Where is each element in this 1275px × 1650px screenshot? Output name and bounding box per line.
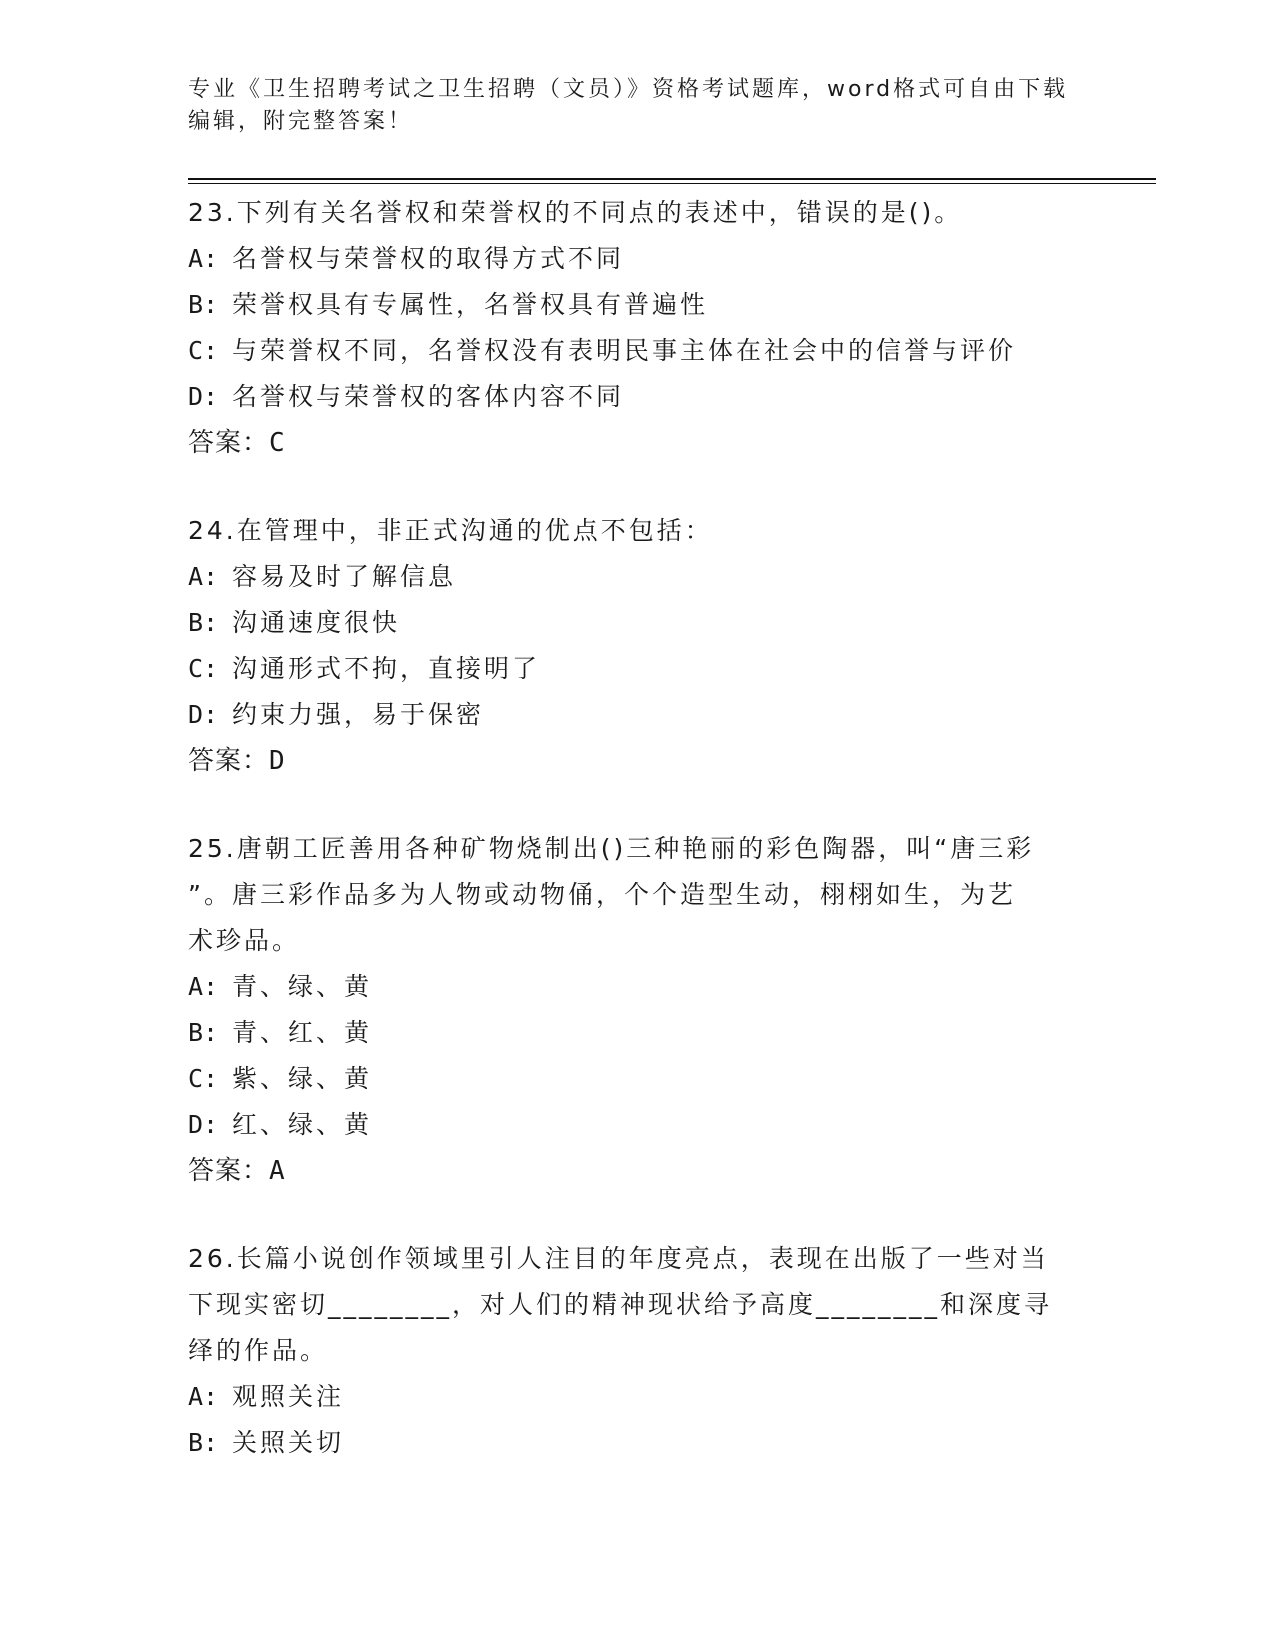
- header-line-1: 专业《卫生招聘考试之卫生招聘（文员）》资格考试题库，word格式可自由下载: [188, 77, 1069, 102]
- option-text: 名誉权与荣誉权的取得方式不同: [232, 244, 625, 273]
- question-24: [188, 508, 1088, 784]
- option-letter: C:: [188, 336, 219, 365]
- option-letter: A:: [188, 562, 219, 591]
- option-text: 观照关注: [232, 1382, 345, 1411]
- option-d: [188, 692, 1088, 738]
- option-text: 与荣誉权不同，名誉权没有表明民事主体在社会中的信誉与评价: [232, 336, 1017, 365]
- option-text: 青、绿、黄: [232, 972, 373, 1001]
- option-letter: B:: [188, 1428, 219, 1457]
- option-letter: D:: [188, 1110, 219, 1139]
- option-d: [188, 1102, 1088, 1148]
- option-text: 紫、绿、黄: [232, 1064, 373, 1093]
- option-b: [188, 1420, 1088, 1466]
- option-letter: D:: [188, 382, 219, 411]
- option-letter: A:: [188, 244, 219, 273]
- option-b: [188, 282, 1088, 328]
- option-text: 红、绿、黄: [232, 1110, 373, 1139]
- option-letter: B:: [188, 608, 219, 637]
- option-text: 容易及时了解信息: [232, 562, 457, 591]
- option-c: [188, 1056, 1088, 1102]
- answer-value: D: [269, 746, 286, 776]
- question-23: [188, 190, 1088, 466]
- document-header: [188, 74, 1088, 138]
- question-stem-line-1: 25.唐朝工匠善用各种矿物烧制出()三种艳丽的彩色陶器，叫“唐三彩: [188, 834, 1035, 863]
- question-list: [188, 190, 1088, 1508]
- question-stem-line-3: 绎的作品。: [188, 1336, 329, 1365]
- option-text: 关照关切: [232, 1428, 345, 1457]
- option-c: [188, 646, 1088, 692]
- question-25: [188, 826, 1088, 1194]
- option-a: [188, 1374, 1088, 1420]
- option-c: [188, 328, 1088, 374]
- option-letter: A:: [188, 972, 219, 1001]
- answer-value: A: [269, 1156, 286, 1186]
- question-stem-line-2: 下现实密切________，对人们的精神现状给予高度________和深度寻: [188, 1290, 1053, 1319]
- answer-line: [188, 1148, 1088, 1194]
- option-text: 名誉权与荣誉权的客体内容不同: [232, 382, 625, 411]
- option-b: [188, 600, 1088, 646]
- option-b: [188, 1010, 1088, 1056]
- option-letter: D:: [188, 700, 219, 729]
- option-letter: A:: [188, 1382, 219, 1411]
- option-a: [188, 554, 1088, 600]
- header-rule-thin: [188, 183, 1156, 184]
- option-text: 青、红、黄: [232, 1018, 373, 1047]
- option-a: [188, 964, 1088, 1010]
- question-stem-line-3: 术珍品。: [188, 926, 301, 955]
- question-26: [188, 1236, 1088, 1466]
- option-text: 荣誉权具有专属性，名誉权具有普遍性: [232, 290, 709, 319]
- option-letter: C:: [188, 1064, 219, 1093]
- option-text: 沟通形式不拘，直接明了: [232, 654, 541, 683]
- answer-line: [188, 420, 1088, 466]
- answer-line: [188, 738, 1088, 784]
- option-a: [188, 236, 1088, 282]
- option-letter: C:: [188, 654, 219, 683]
- answer-label: 答案：: [188, 1156, 270, 1186]
- header-rule-thick: [188, 178, 1156, 180]
- option-text: 沟通速度很快: [232, 608, 401, 637]
- header-line-2: 编辑，附完整答案！: [188, 109, 414, 134]
- option-d: [188, 374, 1088, 420]
- option-letter: B:: [188, 290, 219, 319]
- question-stem-line-2: ”。唐三彩作品多为人物或动物俑，个个造型生动，栩栩如生，为艺: [188, 880, 1016, 909]
- answer-label: 答案：: [188, 746, 270, 776]
- option-letter: B:: [188, 1018, 219, 1047]
- question-stem: 23.下列有关名誉权和荣誉权的不同点的表述中，错误的是()。: [188, 198, 963, 227]
- question-stem-line-1: 26.长篇小说创作领域里引人注目的年度亮点，表现在出版了一些对当: [188, 1244, 1049, 1273]
- answer-value: C: [269, 428, 286, 458]
- option-text: 约束力强，易于保密: [232, 700, 485, 729]
- question-stem: 24.在管理中，非正式沟通的优点不包括：: [188, 516, 713, 545]
- answer-label: 答案：: [188, 428, 270, 458]
